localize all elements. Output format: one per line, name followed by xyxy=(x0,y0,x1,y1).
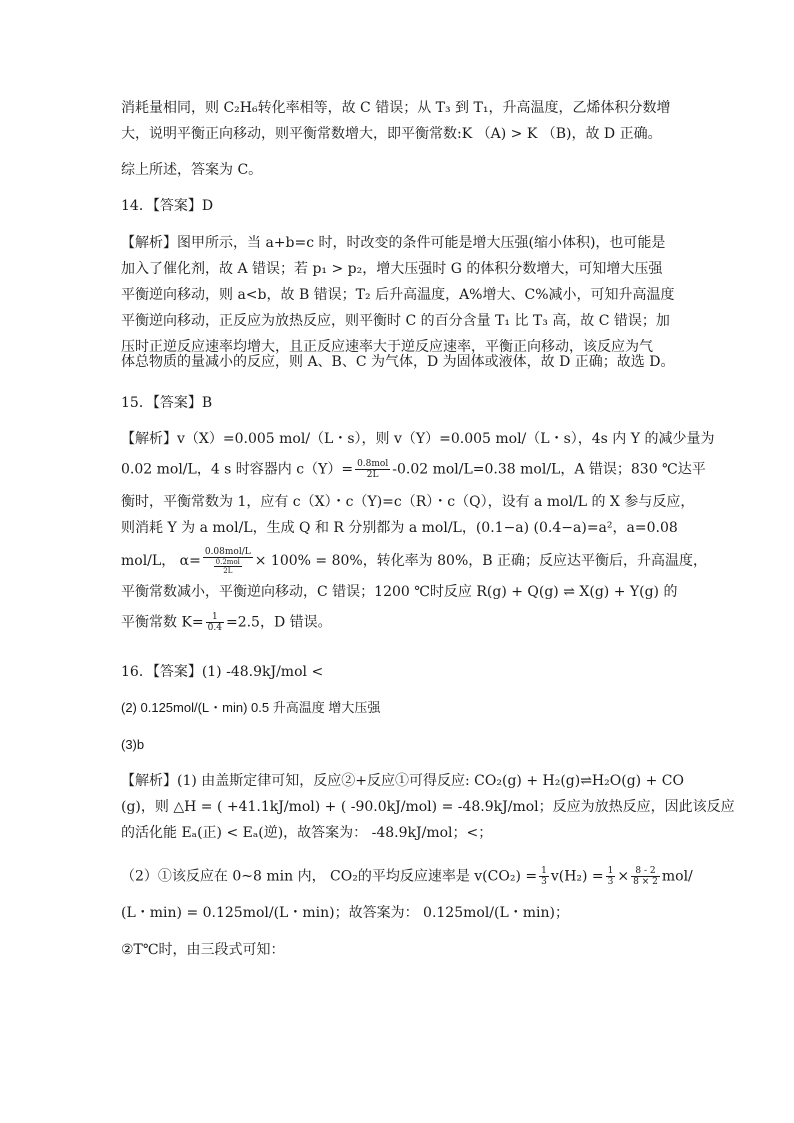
q15-line-2-b: -0.02 mol/L=0.38 mol/L，A 错误；830 ℃达平 xyxy=(392,461,706,478)
q15-line-3: 衡时，平衡常数为 1，应有 c（X）・c（Y)=c（R）・c（Q），设有 a mol/L 的 X 参与反应， xyxy=(121,494,695,510)
p13-summary: 综上所述，答案为 C。 xyxy=(121,162,263,178)
p13-line-2: 大，说明平衡正向移动，则平衡常数增大，即平衡常数:K （A) > K （B)，故 D 正确。 xyxy=(121,126,662,142)
q15-line-2 xyxy=(121,459,706,480)
q15-line-7-a: 平衡常数 K= xyxy=(121,614,204,631)
q16-answer-3: (3)b xyxy=(121,737,145,752)
q16-fraction-3-den: 8 × 2 xyxy=(633,877,658,887)
q15-fraction-alpha xyxy=(203,547,253,575)
q16-fraction-3-num: 8 - 2 xyxy=(631,866,660,877)
q15-line-4: 则消耗 Y 为 a mol/L，生成 Q 和 R 分别都为 a mol/L，(0.1−a) (0.4−a)=a²，a=0.08 xyxy=(121,520,678,536)
q16-line-6: ②T℃时，由三段式可知： xyxy=(121,942,285,958)
q14-line-3: 平衡逆向移动，则 a<b，故 B 错误；T₂ 后升高温度，A%增大、C%减小，可知升高温度 xyxy=(121,287,675,303)
q15-fraction-k xyxy=(206,612,224,633)
q15-line-6: 平衡常数减小，平衡逆向移动，C 错误；1200 ℃时反应 R(g) + Q(g) ⇌ X(g) + Y(g) 的 xyxy=(121,584,678,600)
q16-line-4-c: × xyxy=(617,868,630,885)
q16-fraction-1-num: 1 xyxy=(541,866,547,876)
q15-fraction-inner xyxy=(214,558,242,575)
q16-line-4 xyxy=(121,866,693,887)
q16-line-4-d: mol/ xyxy=(661,868,693,885)
q15-line-7-b: =2.5，D 错误。 xyxy=(225,614,332,631)
q16-answer-2: (2) 0.125mol/(L・min) 0.5 升高温度 增大压强 xyxy=(121,700,381,715)
q15-line-2-a: 0.02 mol/L，4 s 时容器内 c（Y）= xyxy=(121,461,354,478)
q16-fraction-3 xyxy=(631,866,660,887)
q16-line-4-b: v(H₂) = xyxy=(550,868,604,885)
q15-fraction-cy-num: 0.8mol xyxy=(357,459,389,469)
q16-fraction-2-num: 1 xyxy=(607,866,614,876)
q15-answer: 15．【答案】B xyxy=(121,395,213,411)
q15-fraction-k-num: 1 xyxy=(206,612,224,623)
q15-fraction-cy-den: 2L xyxy=(366,470,379,480)
q15-fraction-alpha-den xyxy=(203,558,253,575)
q16-fraction-2 xyxy=(606,866,616,887)
q16-line-3: 的活化能 Eₐ(正) < Eₐ(逆)，故答案为： -48.9kJ/mol；<； xyxy=(121,825,493,841)
q14-line-2: 加入了催化剂，故 A 错误；若 p₁ > p₂，增大压强时 G 的体积分数增大，可知增大压强 xyxy=(121,261,663,277)
q15-line-1: 【解析】v（X）=0.005 mol/（L・s），则 v（Y）=0.005 mol/（L・s），4s 内 Y 的减少量为 xyxy=(121,431,715,447)
q14-line-6: 体总物质的量减小的反应，则 A、B、C 为气体，D 为固体或液体，故 D 正确；故选 D。 xyxy=(121,354,675,370)
q15-fraction-cy xyxy=(355,459,390,480)
q14-line-1: 【解析】图甲所示，当 a+b=c 时，时改变的条件可能是增大压强(缩小体积)，也可能是 xyxy=(121,235,666,251)
q16-answer: 16．【答案】(1) -48.9kJ/mol < xyxy=(121,664,324,680)
q16-fraction-2-den: 3 xyxy=(607,877,614,887)
q14-line-5: 压时正逆反应速率均增大，且正反应速率大于逆反应速率，平衡正向移动，该反应为气 xyxy=(121,339,653,355)
q16-line-1: 【解析】(1) 由盖斯定律可知，反应②+反应①可得反应: CO₂(g) + H₂(g)⇌H₂O(g) + CO xyxy=(121,773,684,789)
q14-answer: 14．【答案】D xyxy=(121,198,214,214)
q15-fraction-alpha-num: 0.08mol/L xyxy=(204,547,251,557)
q15-line-5-b: × 100% = 80%，转化率为 80%，B 正确；反应达平衡后，升高温度， xyxy=(254,553,707,569)
q15-fraction-inner-den: 2L xyxy=(223,567,233,575)
q15-fraction-k-den: 0.4 xyxy=(207,623,222,633)
q16-line-4-a: （2）①该反应在 0~8 min 内， CO₂的平均反应速率是 v(CO₂) = xyxy=(121,868,538,885)
q16-fraction-1-den: 3 xyxy=(541,877,547,887)
q16-fraction-1 xyxy=(539,866,549,887)
p13-line-1: 消耗量相同，则 C₂H₆转化率相等，故 C 错误；从 T₃ 到 T₁，升高温度，乙烯体积分数增 xyxy=(121,100,671,116)
q15-line-7 xyxy=(121,612,332,633)
q15-line-5-a: mol/L， α= xyxy=(121,553,201,569)
q16-line-2: (g)，则 △H = ( +41.1kJ/mol) + ( -90.0kJ/mol) = -48.9kJ/mol；反应为放热反应，因此该反应 xyxy=(121,799,735,815)
q15-line-5 xyxy=(121,547,707,575)
q14-line-4: 平衡逆向移动，正反应为放热反应，则平衡时 C 的百分含量 T₁ 比 T₃ 高，故 C 错误；加 xyxy=(121,313,670,329)
q16-line-5: (L・min) = 0.125mol/(L・min)；故答案为： 0.125mol/(L・min)； xyxy=(121,905,570,921)
q15-fraction-inner-num: 0.2mol xyxy=(215,558,240,566)
